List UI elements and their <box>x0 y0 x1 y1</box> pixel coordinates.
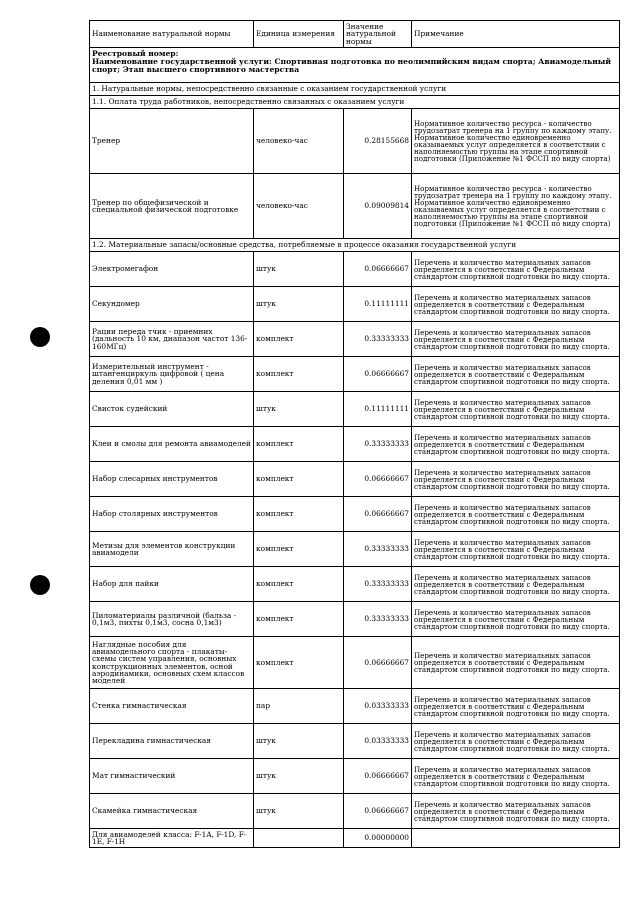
row-note: Перечень и количество материальных запасов определяется в соответствии с Федеральным стандартом спортивной подготовки по виду спорта. <box>412 392 620 427</box>
row-unit: пар <box>254 689 344 724</box>
row-name: Стенка гимнастическая <box>90 689 254 724</box>
row-value: 0.06666667 <box>344 637 412 689</box>
row-note: Перечень и количество материальных запасов определяется в соответствии с Федеральным стандартом спортивной подготовки по виду спорта. <box>412 357 620 392</box>
row-note: Нормативное количество ресурса - количество трудозатрат тренера на 1 группу по каждому этапу. Нормативное количество единовременно оказываемых услуг определяется в соответствии с наполняемостью группы на этапе спортивной подготовки (Приложение №1 ФССП по виду спорта) <box>412 174 620 239</box>
punch-hole <box>30 327 50 347</box>
row-note: Перечень и количество материальных запасов определяется в соответствии с Федеральным стандартом спортивной подготовки по виду спорта. <box>412 427 620 462</box>
row-note: Нормативное количество ресурса - количество трудозатрат тренера на 1 группу по каждому этапу. Нормативное количество единовременно оказываемых услуг определяется в соответствии с наполняемостью группы на этапе спортивной подготовки (Приложение №1 ФССП по виду спорта) <box>412 109 620 174</box>
row-value: 0.33333333 <box>344 427 412 462</box>
row-name: Пиломатериалы различной (бальза - 0,1м3, пихты 0,1м3, сосна 0,1м3) <box>90 602 254 637</box>
table-row <box>90 637 620 689</box>
row-unit: штук <box>254 392 344 427</box>
row-name: Набор для пайки <box>90 567 254 602</box>
section-row <box>90 239 620 252</box>
row-unit: штук <box>254 287 344 322</box>
row-note: Перечень и количество материальных запасов определяется в соответствии с Федеральным стандартом спортивной подготовки по виду спорта. <box>412 637 620 689</box>
table-row <box>90 252 620 287</box>
row-name: Скамейка гимнастическая <box>90 794 254 829</box>
row-name: Мат гимнастический <box>90 759 254 794</box>
row-name: Метизы для элементов конструкции авиамодели <box>90 532 254 567</box>
row-note: Перечень и количество материальных запасов определяется в соответствии с Федеральным стандартом спортивной подготовки по виду спорта. <box>412 287 620 322</box>
row-unit: человеко-час <box>254 174 344 239</box>
row-value: 0.09009814 <box>344 174 412 239</box>
row-name: Тренер по общефизической и специальной физической подготовке <box>90 174 254 239</box>
table-row <box>90 109 620 174</box>
row-value: 0.06666667 <box>344 462 412 497</box>
row-name: Тренер <box>90 109 254 174</box>
row-unit: комплект <box>254 427 344 462</box>
table-row <box>90 357 620 392</box>
row-unit: комплект <box>254 497 344 532</box>
row-value: 0.28155668 <box>344 109 412 174</box>
table-row <box>90 567 620 602</box>
table-header-row <box>90 21 620 48</box>
row-name: Секундомер <box>90 287 254 322</box>
row-unit: штук <box>254 252 344 287</box>
section-row <box>90 96 620 109</box>
row-value: 0.33333333 <box>344 567 412 602</box>
row-unit: комплект <box>254 567 344 602</box>
section-row <box>90 83 620 96</box>
row-value: 0.00000000 <box>344 829 412 848</box>
row-value: 0.33333333 <box>344 532 412 567</box>
punch-hole <box>30 575 50 595</box>
row-unit: комплект <box>254 532 344 567</box>
row-note: Перечень и количество материальных запасов определяется в соответствии с Федеральным стандартом спортивной подготовки по виду спорта. <box>412 567 620 602</box>
registry-row <box>90 48 620 83</box>
row-unit: штук <box>254 794 344 829</box>
row-note: Перечень и количество материальных запасов определяется в соответствии с Федеральным стандартом спортивной подготовки по виду спорта. <box>412 602 620 637</box>
row-value: 0.11111111 <box>344 392 412 427</box>
row-name: Измерительный инструмент - штангенциркуль цифровой ( цена деления 0,01 мм ) <box>90 357 254 392</box>
table-row <box>90 287 620 322</box>
row-name: Набор слесарных инструментов <box>90 462 254 497</box>
row-unit: штук <box>254 759 344 794</box>
row-name: Клеи и смолы для ремонта авиамоделей <box>90 427 254 462</box>
header-unit: Единица измерения <box>254 21 344 48</box>
row-note: Перечень и количество материальных запасов определяется в соответствии с Федеральным стандартом спортивной подготовки по виду спорта. <box>412 794 620 829</box>
row-name: Для авиамоделей класса: F-1A, F-1D, F-1E, F-1H <box>90 829 254 848</box>
row-name: Перекладина гимнастическая <box>90 724 254 759</box>
row-value: 0.03333333 <box>344 724 412 759</box>
row-value: 0.33333333 <box>344 322 412 357</box>
row-value: 0.06666667 <box>344 759 412 794</box>
header-value: Значение натуральной нормы <box>344 21 412 48</box>
row-value: 0.03333333 <box>344 689 412 724</box>
row-note: Перечень и количество материальных запасов определяется в соответствии с Федеральным стандартом спортивной подготовки по виду спорта. <box>412 689 620 724</box>
table-row <box>90 724 620 759</box>
row-value: 0.06666667 <box>344 252 412 287</box>
row-unit: комплект <box>254 357 344 392</box>
row-value: 0.06666667 <box>344 794 412 829</box>
row-name: Свисток судейский <box>90 392 254 427</box>
table-row <box>90 392 620 427</box>
row-value: 0.33333333 <box>344 602 412 637</box>
row-unit: комплект <box>254 462 344 497</box>
table-row <box>90 759 620 794</box>
row-note: Перечень и количество материальных запасов определяется в соответствии с Федеральным стандартом спортивной подготовки по виду спорта. <box>412 322 620 357</box>
section-1-1-title: 1.1. Оплата труда работников, непосредственно связанных с оказанием услуги <box>90 96 620 109</box>
table-row <box>90 689 620 724</box>
table-row <box>90 462 620 497</box>
row-note: Перечень и количество материальных запасов определяется в соответствии с Федеральным стандартом спортивной подготовки по виду спорта. <box>412 497 620 532</box>
section-1-title: 1. Натуральные нормы, непосредственно связанные с оказанием государственной услуги <box>90 83 620 96</box>
row-name: Электромегафон <box>90 252 254 287</box>
row-value: 0.06666667 <box>344 497 412 532</box>
table-row <box>90 174 620 239</box>
row-note: Перечень и количество материальных запасов определяется в соответствии с Федеральным стандартом спортивной подготовки по виду спорта. <box>412 462 620 497</box>
row-unit: комплект <box>254 322 344 357</box>
table-row <box>90 794 620 829</box>
table-row <box>90 497 620 532</box>
row-note: Перечень и количество материальных запасов определяется в соответствии с Федеральным стандартом спортивной подготовки по виду спорта. <box>412 532 620 567</box>
table-row <box>90 829 620 848</box>
norms-table <box>89 20 620 848</box>
row-name: Набор столярных инструментов <box>90 497 254 532</box>
row-note: Перечень и количество материальных запасов определяется в соответствии с Федеральным стандартом спортивной подготовки по виду спорта. <box>412 724 620 759</box>
table-row <box>90 427 620 462</box>
row-value: 0.06666667 <box>344 357 412 392</box>
header-name: Наименование натуральной нормы <box>90 21 254 48</box>
row-name: Рации переда тчик - приемних (дальность 10 км, диапазон частот 136-160МГц) <box>90 322 254 357</box>
header-note: Примечание <box>412 21 620 48</box>
row-unit: комплект <box>254 637 344 689</box>
row-unit: человеко-час <box>254 109 344 174</box>
row-name: Наглядные пособия для авиамодельного спорта - плакаты-схемы систем управления, основных конструкционных элементов, осной аэродинамики, основных схем классов моделей <box>90 637 254 689</box>
row-unit: штук <box>254 724 344 759</box>
table-row <box>90 602 620 637</box>
row-note <box>412 829 620 848</box>
registry-number-label: Реестровый номер: <box>92 49 179 58</box>
table-row <box>90 322 620 357</box>
row-unit: комплект <box>254 602 344 637</box>
row-note: Перечень и количество материальных запасов определяется в соответствии с Федеральным стандартом спортивной подготовки по виду спорта. <box>412 252 620 287</box>
row-unit <box>254 829 344 848</box>
row-note: Перечень и количество материальных запасов определяется в соответствии с Федеральным стандартом спортивной подготовки по виду спорта. <box>412 759 620 794</box>
registry-cell <box>90 48 620 83</box>
table-row <box>90 532 620 567</box>
section-1-2-title: 1.2. Материальные запасы/основные средства, потребляемые в процессе оказания государственной услуги <box>90 239 620 252</box>
row-value: 0.11111111 <box>344 287 412 322</box>
service-name: Наименование государственной услуги: Спортивная подготовка по неолимпийским видам спорта; Авиамодельный спорт; Этап высшего спортивного мастерства <box>92 57 612 75</box>
